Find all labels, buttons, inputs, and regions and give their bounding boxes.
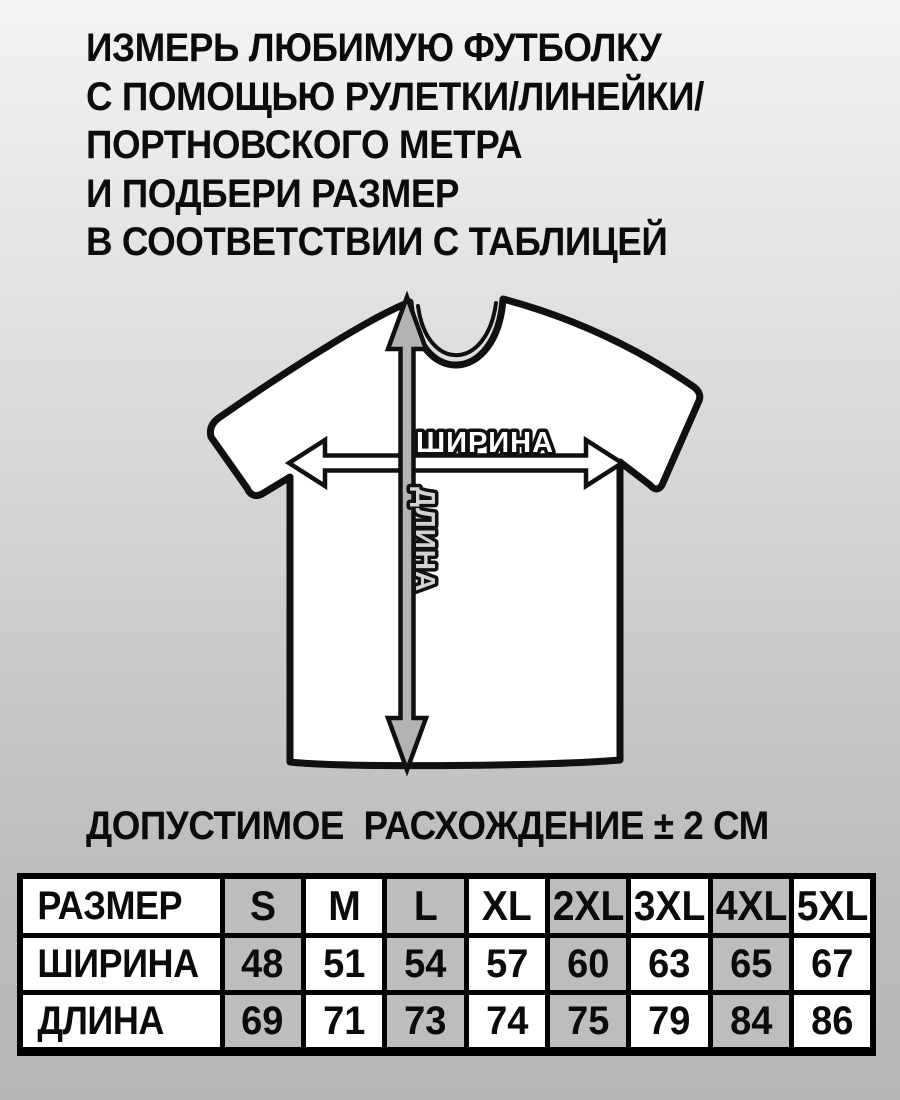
- length-value-cell: 74: [466, 993, 547, 1052]
- length-row-label: ДЛИНА: [37, 999, 164, 1043]
- size-col-l: L: [385, 876, 466, 936]
- width-value-cell: 51: [303, 936, 384, 993]
- size-col-5xl: 5XL: [792, 876, 873, 936]
- tolerance-note: ДОПУСТИМОЕ РАСХОЖДЕНИЕ ± 2 СМ: [86, 804, 769, 848]
- width-row-label: ШИРИНА: [37, 942, 199, 986]
- width-value-cell: 65: [710, 936, 791, 993]
- size-table-header-row: [20, 876, 873, 936]
- instruction-heading: [86, 24, 758, 267]
- size-header-cell: [20, 876, 222, 936]
- size-col-3xl: 3XL: [629, 876, 710, 936]
- size-col-xl: XL: [466, 876, 547, 936]
- tshirt-outline: [210, 299, 699, 766]
- size-col-m: M: [303, 876, 384, 936]
- size-table: [17, 873, 876, 1056]
- heading-line: ПОРТНОВСКОГО МЕТРА: [86, 123, 523, 167]
- size-col-2xl: 2XL: [548, 876, 629, 936]
- length-row: [20, 993, 873, 1052]
- length-value-cell: 71: [303, 993, 384, 1052]
- width-value-cell: 48: [222, 936, 303, 993]
- length-value-cell: 75: [548, 993, 629, 1052]
- width-value-cell: 63: [629, 936, 710, 993]
- width-arrow-label: ШИРИНА: [415, 427, 555, 459]
- length-row-label-cell: [20, 993, 222, 1052]
- size-col-4xl: 4XL: [710, 876, 791, 936]
- width-value-cell: 67: [792, 936, 873, 993]
- length-arrow-label: ДЛИНА: [410, 487, 441, 593]
- length-value-cell: 73: [385, 993, 466, 1052]
- length-value-cell: 69: [222, 993, 303, 1052]
- heading-line: ИЗМЕРЬ ЛЮБИМУЮ ФУТБОЛКУ: [86, 26, 662, 70]
- heading-line: С ПОМОЩЬЮ РУЛЕТКИ/ЛИНЕЙКИ/: [86, 74, 704, 119]
- width-value-cell: 54: [385, 936, 466, 993]
- size-header-label: РАЗМЕР: [37, 884, 183, 928]
- width-value-cell: 60: [548, 936, 629, 993]
- width-row: [20, 936, 873, 993]
- tshirt-measurement-diagram: [175, 285, 715, 785]
- heading-line: И ПОДБЕРИ РАЗМЕР: [86, 171, 460, 216]
- width-row-label-cell: [20, 936, 222, 993]
- length-value-cell: 79: [629, 993, 710, 1052]
- heading-line: В СООТВЕТСТВИИ С ТАБЛИЦЕЙ: [86, 220, 668, 264]
- length-value-cell: 86: [792, 993, 873, 1052]
- length-value-cell: 84: [710, 993, 791, 1052]
- size-col-s: S: [222, 876, 303, 936]
- width-value-cell: 57: [466, 936, 547, 993]
